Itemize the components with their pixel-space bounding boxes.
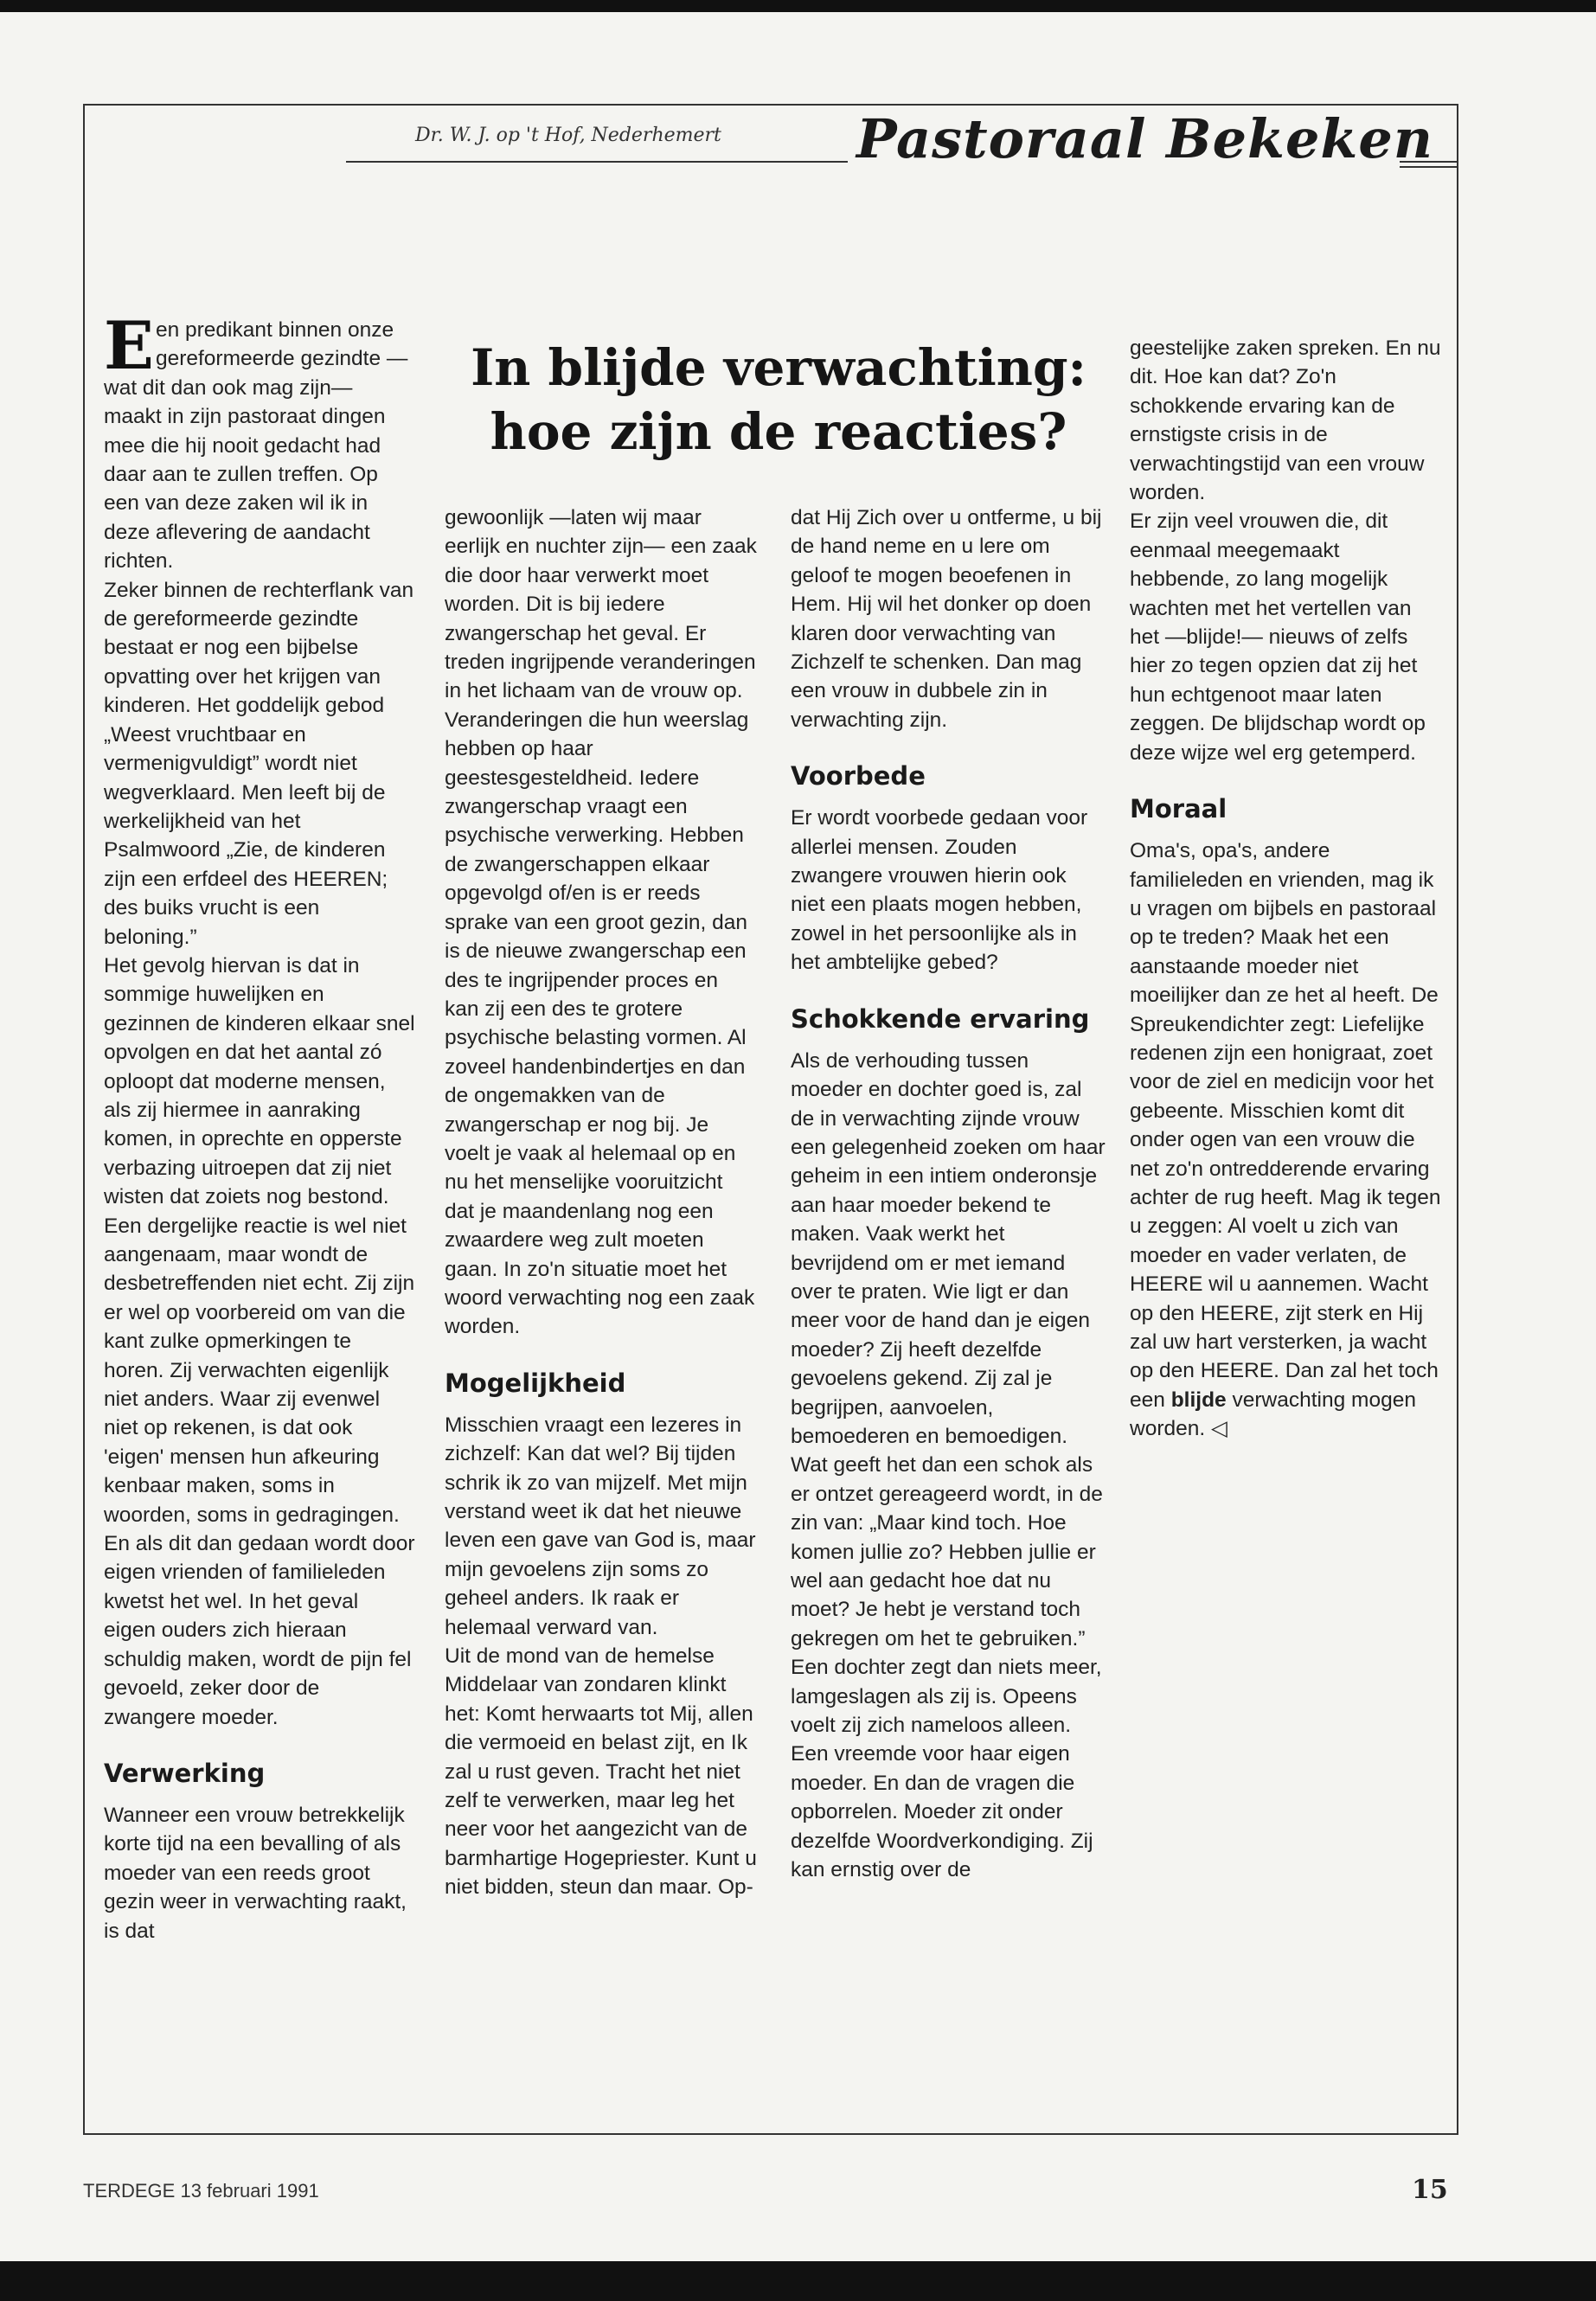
column-4 [1130, 334, 1443, 1444]
paragraph: Een predikant binnen onze gereformeerde gezindte —wat dit dan ook mag zijn— maakt in zijn pastoraat dingen mee die hij nooit gedacht had daar aan te zullen treffen. Op een van deze zaken wil ik in deze aflevering de aandacht richten. [104, 307, 408, 574]
paragraph: Een dochter zegt dan niets meer, lamgeslagen als zij is. Opeens voelt zij zich nameloos alleen. Een vreemde voor haar eigen moeder. En dan de vragen die opborrelen. Moeder zit onder dezelfde Woordverkondiging. Zij kan ernstig over de [791, 1656, 1102, 1882]
column-2 [445, 503, 758, 1902]
subheading-schokkende-ervaring: Schokkende ervaring [791, 1003, 1090, 1034]
paragraph: geestelijke zaken spreken. En nu dit. Hoe kan dat? Zo'n schokkende ervaring kan de ernstigste crisis in de verwachtingstijd van een vrouw worden. [1130, 336, 1441, 505]
article-headline [450, 336, 1107, 464]
author-byline: Dr. W. J. op 't Hof, Nederhemert [415, 125, 721, 146]
paragraph: Als de verhouding tussen moeder en dochter goed is, zal de in verwachting zijnde vrouw een gelegenheid zoeken om haar geheim in een intiem onderonsje aan haar moeder bekend te maken. Vaak werkt het bevrijdend om er met iemand over te praten. Wie ligt er dan meer voor de hand dan je eigen moeder? Zij heeft dezelfde gevoelens gekend. Zij zal je begrijpen, aanvoelen, bemoederen en bemoedigen. [791, 1048, 1106, 1448]
section-title: Pastoraal Bekeken [856, 107, 1433, 170]
headline-line-1: In blijde verwachting: [471, 338, 1086, 397]
subheading-verwerking: Verwerking [104, 1758, 266, 1788]
paragraph: Er zijn veel vrouwen die, dit eenmaal meegemaakt hebbende, zo lang mogelijk wachten met het vertellen van het —blijde!— nieuws of zelfs hier zo tegen opzien dat zij het hun echtgenoot maar laten zeggen. De blijdschap wordt op deze wijze wel erg getemperd. [1130, 510, 1426, 765]
subheading-voorbede: Voorbede [791, 761, 926, 792]
page-number: 15 [1412, 2175, 1448, 2205]
headline-line-2: hoe zijn de reacties? [490, 402, 1067, 461]
column-1 [104, 307, 415, 1945]
subheading-mogelijkheid: Mogelijkheid [445, 1368, 626, 1398]
paragraph: Wanneer een vrouw betrekkelijk korte tijd na een bevalling of als moeder van een reeds groot gezin weer in verwachting raakt, is dat [104, 1803, 407, 1943]
column-3 [791, 503, 1106, 1884]
header-rule-right-2 [1400, 166, 1457, 168]
paragraph: gewoonlijk —laten wij maar eerlijk en nuchter zijn— een zaak die door haar verwerkt moet worden. Dit is bij iedere zwangerschap het geval. Er treden ingrijpende veranderingen in het lichaam van de vrouw op. Veranderingen die hun weerslag hebben op haar geestesgesteldheid. Iedere zwangerschap vraagt een psychische verwerking. Hebben de zwangerschappen elkaar opgevolgd of/en is er reeds sprake van een groot gezin, dan is de nieuwe zwangerschap een des te ingrijpender proces en kan zij een des te grotere psychische belasting vormen. Al zoveel handenbindertjes en dan de ongemakken van de zwangerschap er nog bij. Je voelt je vaak al helemaal op en nu het menselijke vooruitzicht dat je maandenlang nog een zwaardere weg zult moeten gaan. In zo'n situatie moet het woord verwachting nog een zaak worden. [445, 506, 757, 1339]
paragraph: Er wordt voorbede gedaan voor allerlei mensen. Zouden zwangere vrouwen hierin ook niet een plaats mogen hebben, zowel in het persoonlijke als in het ambtelijke gebed? [791, 806, 1088, 975]
paragraph: Wat geeft het dan een schok als er ontzet gereageerd wordt, in de zin van: „Maar kind toch. Hoe komen jullie zo? Hebben jullie er wel aan gedacht hoe dat nu moet? Je hebt je verstand toch gekregen om het te gebruiken.” [791, 1453, 1103, 1650]
subheading-moraal: Moraal [1130, 794, 1227, 824]
emphasis-blijde: blijde [1170, 1388, 1227, 1412]
paragraph: Zeker binnen de rechterflank van de gereformeerde gezindte bestaat er nog een bijbelse opvatting over het krijgen van kinderen. Het goddelijk gebod „Weest vruchtbaar en vermenigvuldigt” wordt niet wegverklaard. Men leeft bij de werkelijkheid van het Psalmwoord „Zie, de kinderen zijn een erfdeel des HEEREN; des buiks vrucht is een beloning.” [104, 578, 414, 949]
drop-cap: E [104, 307, 154, 384]
paragraph: Misschien vraagt een lezeres in zichzelf: Kan dat wel? Bij tijden schrik ik zo van mijzelf. Met mijn verstand weet ik dat het nieuwe leven een gave van God is, maar mijn gevoelens zijn soms zo geheel anders. Ik raak er helemaal verward van. [445, 1413, 756, 1639]
paragraph: Het gevolg hiervan is dat in sommige huwelijken en gezinnen de kinderen elkaar snel opvolgen en dat het aantal zó oploopt dat moderne mensen, als zij hiermee in aanraking komen, in oprechte en opperste verbazing uitroepen dat zij niet wisten dat zoiets nog bestond. Een dergelijke reactie is wel niet aangenaam, maar wondt de desbetreffenden niet echt. Zij zijn er wel op voorbereid om van die kant zulke opmerkingen te horen. Zij verwachten eigenlijk niet anders. Waar zij evenwel niet op rekenen, is dat ook 'eigen' mensen hun afkeuring kenbaar maken, soms in woorden, soms in gedragingen. En als dit dan gedaan wordt door eigen vrienden of familieleden kwetst het wel. In het geval eigen ouders zich hieraan schuldig maken, wordt de pijn fel gevoeld, zeker door de zwangere moeder. [104, 953, 415, 1729]
scan-border-bottom [0, 2261, 1596, 2301]
footer-publication: TERDEGE 13 februari 1991 [83, 2180, 319, 2202]
paragraph: Uit de mond van de hemelse Middelaar van zondaren klinkt het: Komt herwaarts tot Mij, allen die vermoeid en belast zijt, en Ik zal u rust geven. Tracht het niet zelf te verwerken, maar leg het neer voor het aangezicht van de barmhartige Hogepriester. Kunt u niet bidden, steun dan maar. Op- [445, 1644, 757, 1900]
paragraph: dat Hij Zich over u ontferme, u bij de hand neme en u lere om geloof te mogen beoefenen in Hem. Hij wil het donker op doen klaren door verwachting van Zichzelf te schenken. Dan mag een vrouw in dubbele zin in verwachting zijn. [791, 506, 1102, 732]
scan-border-top [0, 0, 1596, 12]
header-rule-right [1400, 161, 1457, 163]
paragraph: Oma's, opa's, andere familieleden en vrienden, mag ik u vragen om bijbels en pastoraal op te treden? Maak het een aanstaande moeder niet moeilijker dan ze het al heeft. De Spreukendichter zegt: Liefelijke redenen zijn een honigraat, zoet voor de ziel en medicijn voor het gebeente. Misschien komt dit onder ogen van een vrouw die net zo'n ontredderende ervaring achter de rug heeft. Mag ik tegen u zeggen: Al voelt u zich van moeder en vader verlaten, de HEERE wil u aannemen. Wacht op den HEERE, zijt sterk en Hij zal uw hart versterken, ja wacht op den HEERE. Dan zal het toch een blijde verwachting mogen worden. ◁ [1130, 839, 1441, 1441]
header-rule [346, 161, 848, 163]
